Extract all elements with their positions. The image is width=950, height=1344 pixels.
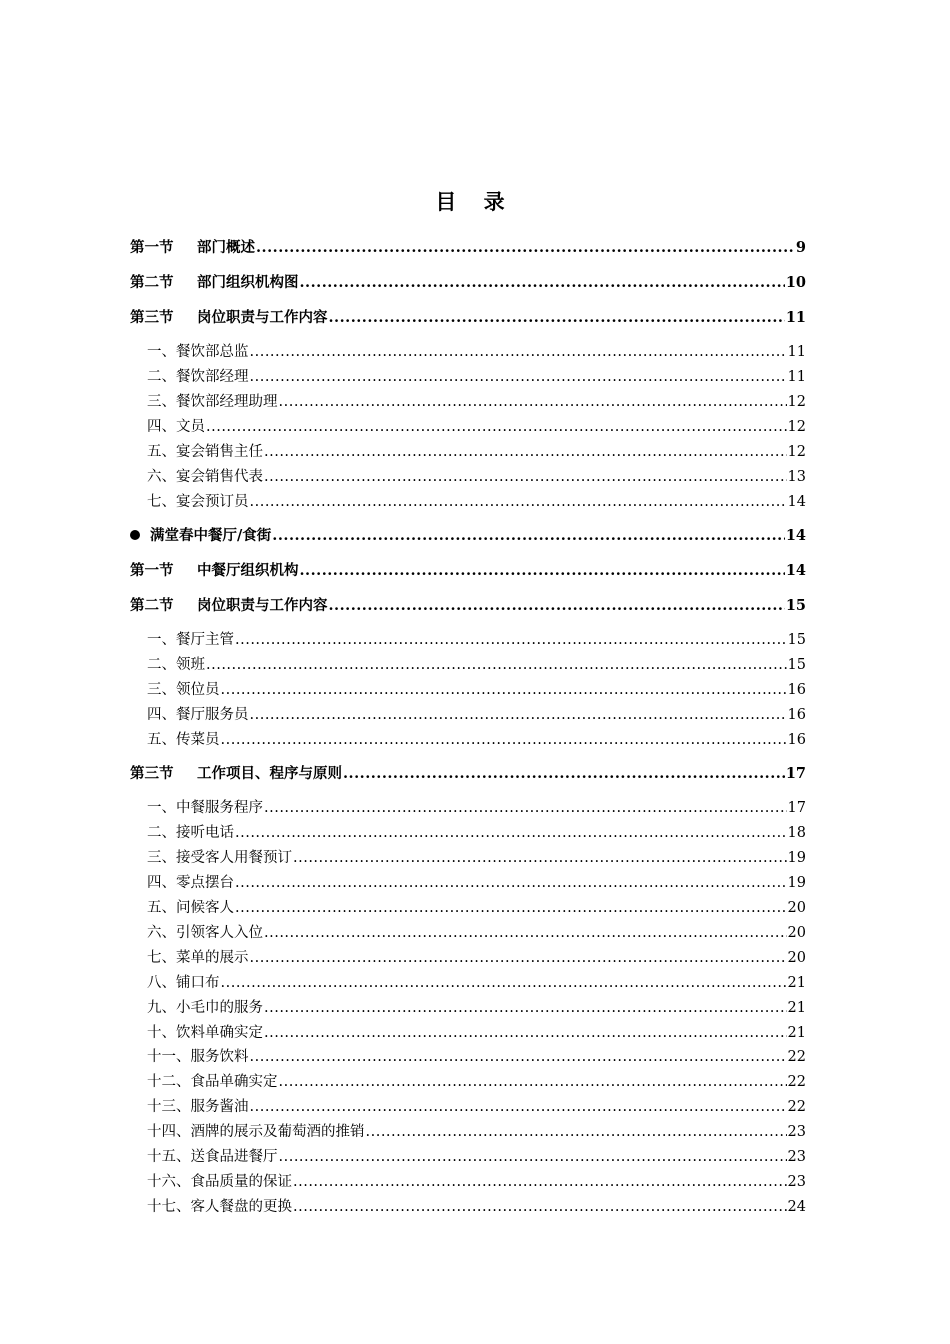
toc-entry[interactable] — [147, 678, 806, 699]
toc-dot-leader — [366, 1124, 787, 1140]
toc-entry-text: 四、零点摆台 — [147, 875, 234, 891]
toc-entry[interactable] — [147, 796, 806, 817]
toc-page-number: 20 — [787, 925, 806, 941]
toc-page-number: 23 — [787, 1174, 806, 1190]
toc-entry-label — [147, 390, 278, 411]
toc-entry[interactable] — [147, 1195, 806, 1216]
toc-dot-leader — [329, 597, 785, 614]
toc-entry[interactable] — [130, 524, 806, 545]
toc-entry-label — [130, 306, 328, 327]
toc-entry-text: 七、菜单的展示 — [147, 950, 249, 966]
toc-page-number: 19 — [787, 850, 806, 866]
toc-entry-text: 二、接听电话 — [147, 825, 234, 841]
toc-entry-text: 一、餐厅主管 — [147, 632, 234, 648]
toc-entry-label — [147, 1021, 263, 1042]
toc-page-number: 22 — [787, 1049, 806, 1065]
toc-page-number: 16 — [787, 732, 806, 748]
toc-dot-leader — [256, 239, 795, 256]
toc-entry-text: 部门组织机构图 — [197, 274, 299, 291]
toc-dot-leader — [235, 900, 787, 916]
toc-entry[interactable] — [130, 306, 806, 327]
toc-entry[interactable] — [147, 415, 806, 436]
toc-entry-text: 工作项目、程序与原则 — [197, 765, 342, 782]
toc-page-number: 19 — [787, 875, 806, 891]
toc-dot-leader — [221, 682, 787, 698]
toc-page-number: 22 — [787, 1074, 806, 1090]
toc-entry-text: 十二、食品单确实定 — [147, 1074, 278, 1090]
toc-entry-label — [130, 271, 299, 292]
toc-dot-leader — [264, 800, 787, 816]
toc-entry-text: 九、小毛巾的服务 — [147, 1000, 263, 1016]
toc-entry-label — [147, 971, 220, 992]
toc-entry-text: 岗位职责与工作内容 — [197, 309, 328, 326]
toc-entry-text: 六、宴会销售代表 — [147, 469, 263, 485]
toc-entry-label — [130, 559, 299, 580]
toc-entry[interactable] — [147, 996, 806, 1017]
toc-dot-leader — [235, 875, 787, 891]
toc-entry-label — [147, 1195, 292, 1216]
toc-entry-text: 三、接受客人用餐预订 — [147, 850, 292, 866]
toc-entry-label — [147, 678, 220, 699]
toc-entry[interactable] — [147, 921, 806, 942]
toc-page-number: 12 — [787, 444, 806, 460]
toc-dot-leader — [250, 344, 787, 360]
toc-dot-leader — [272, 527, 785, 544]
toc-entry[interactable] — [147, 1120, 806, 1141]
toc-entry-label — [130, 594, 328, 615]
toc-dot-leader — [235, 825, 787, 841]
toc-dot-leader — [300, 562, 785, 579]
toc-page-number: 13 — [787, 469, 806, 485]
toc-entry-text: 十六、食品质量的保证 — [147, 1174, 292, 1190]
toc-entry-label — [147, 921, 263, 942]
toc-entry-text: 一、中餐服务程序 — [147, 800, 263, 816]
toc-entry[interactable] — [147, 846, 806, 867]
bullet-icon — [130, 530, 140, 540]
toc-entry-text: 四、餐厅服务员 — [147, 707, 249, 723]
toc-entry[interactable] — [147, 728, 806, 749]
toc-dot-leader — [264, 1025, 787, 1041]
toc-entry[interactable] — [147, 1070, 806, 1091]
toc-page-number: 20 — [787, 900, 806, 916]
toc-dot-leader — [279, 394, 787, 410]
toc-dot-leader — [343, 765, 785, 782]
toc-entry-text: 十四、酒牌的展示及葡萄酒的推销 — [147, 1124, 365, 1140]
toc-entry[interactable] — [147, 871, 806, 892]
toc-entry-label — [147, 871, 234, 892]
toc-entry[interactable] — [147, 440, 806, 461]
toc-entry-text: 六、引领客人入位 — [147, 925, 263, 941]
toc-section-number: 第二节 — [130, 274, 174, 291]
toc-entry[interactable] — [147, 1045, 806, 1066]
toc-dot-leader — [264, 444, 787, 460]
toc-page-number: 16 — [787, 682, 806, 698]
toc-entry-label — [147, 728, 220, 749]
toc-section-number: 第三节 — [130, 309, 174, 326]
toc-page-number: 11 — [785, 309, 806, 326]
toc-entry-label — [147, 1045, 249, 1066]
toc-entry[interactable] — [147, 971, 806, 992]
toc-entry-label — [147, 846, 292, 867]
toc-dot-leader — [279, 1074, 787, 1090]
toc-dot-leader — [206, 657, 787, 673]
toc-entry-label — [147, 653, 205, 674]
toc-entry-label — [147, 796, 263, 817]
toc-entry[interactable] — [130, 236, 806, 257]
toc-page-number: 10 — [785, 274, 806, 291]
toc-page-number: 15 — [785, 597, 806, 614]
toc-dot-leader — [250, 369, 787, 385]
toc-dot-leader — [250, 494, 787, 510]
toc-dot-leader — [250, 1099, 787, 1115]
toc-entry-text: 满堂春中餐厅/食街 — [150, 527, 272, 544]
toc-dot-leader — [235, 632, 787, 648]
toc-entry-label — [147, 1145, 278, 1166]
toc-page-number: 15 — [787, 657, 806, 673]
toc-page-number: 23 — [787, 1149, 806, 1165]
toc-entry-label — [147, 1120, 365, 1141]
toc-entry-text: 五、问候客人 — [147, 900, 234, 916]
toc-entry-text: 七、宴会预订员 — [147, 494, 249, 510]
toc-entry-text: 一、餐饮部总监 — [147, 344, 249, 360]
toc-dot-leader — [293, 1174, 787, 1190]
toc-page-number: 15 — [787, 632, 806, 648]
toc-entry-label — [147, 946, 249, 967]
toc-entry-text: 十七、客人餐盘的更换 — [147, 1199, 292, 1215]
toc-entry-text: 三、餐饮部经理助理 — [147, 394, 278, 410]
toc-dot-leader — [264, 925, 787, 941]
toc-entry-text: 十五、送食品进餐厅 — [147, 1149, 278, 1165]
toc-section-number: 第三节 — [130, 765, 174, 782]
toc-page-number: 14 — [785, 527, 806, 544]
toc-entry-label — [147, 628, 234, 649]
toc-entry[interactable] — [147, 946, 806, 967]
toc-dot-leader — [250, 1049, 787, 1065]
toc-dot-leader — [206, 419, 787, 435]
toc-entry[interactable] — [147, 1145, 806, 1166]
toc-entry-label — [147, 821, 234, 842]
toc-entry-text: 部门概述 — [197, 239, 255, 256]
toc-entry-label — [147, 1070, 278, 1091]
toc-entry-label — [147, 340, 249, 361]
toc-entry[interactable] — [147, 465, 806, 486]
toc-page-number: 12 — [787, 419, 806, 435]
toc-page-number: 21 — [787, 1000, 806, 1016]
toc-dot-leader — [293, 1199, 787, 1215]
toc-entry-text: 中餐厅组织机构 — [197, 562, 299, 579]
toc-dot-leader — [250, 707, 787, 723]
toc-entry-text: 十一、服务饮料 — [147, 1049, 249, 1065]
toc-entry-text: 二、领班 — [147, 657, 205, 673]
toc-page-number: 16 — [787, 707, 806, 723]
toc-title: 目 录 — [435, 189, 515, 214]
toc-entry[interactable] — [147, 1170, 806, 1191]
toc-page-number: 24 — [787, 1199, 806, 1215]
toc-entry-label — [147, 440, 263, 461]
toc-dot-leader — [300, 274, 785, 291]
toc-entry[interactable] — [147, 340, 806, 361]
toc-page-number: 23 — [787, 1124, 806, 1140]
toc-entry-text: 十、饮料单确实定 — [147, 1025, 263, 1041]
toc-entry-label — [147, 703, 249, 724]
toc-entry-text: 岗位职责与工作内容 — [197, 597, 328, 614]
toc-entry-text: 八、铺口布 — [147, 975, 220, 991]
toc-entry-text: 四、文员 — [147, 419, 205, 435]
toc-entry[interactable] — [130, 594, 806, 615]
toc-entry[interactable] — [147, 390, 806, 411]
toc-page-number: 11 — [787, 344, 806, 360]
toc-page-number: 14 — [787, 494, 806, 510]
toc-entry-label — [147, 996, 263, 1017]
toc-entry[interactable] — [130, 762, 806, 783]
toc-entry-label — [147, 1095, 249, 1116]
toc-page-number: 9 — [795, 239, 806, 256]
toc-entry-label — [147, 465, 263, 486]
toc-entry[interactable] — [147, 1095, 806, 1116]
toc-entry-text: 十三、服务酱油 — [147, 1099, 249, 1115]
toc-entry[interactable] — [147, 1021, 806, 1042]
toc-dot-leader — [329, 309, 785, 326]
toc-entry-label — [130, 236, 255, 257]
toc-entry[interactable] — [147, 896, 806, 917]
toc-entry-label — [147, 415, 205, 436]
toc-dot-leader — [221, 732, 787, 748]
toc-dot-leader — [293, 850, 787, 866]
toc-dot-leader — [264, 469, 787, 485]
toc-page-number: 22 — [787, 1099, 806, 1115]
toc-page-number: 21 — [787, 975, 806, 991]
toc-entry[interactable] — [147, 628, 806, 649]
toc-entry-text: 五、宴会销售主任 — [147, 444, 263, 460]
toc-entry-label — [147, 896, 234, 917]
toc-page-number: 12 — [787, 394, 806, 410]
toc-entry-text: 五、传菜员 — [147, 732, 220, 748]
toc-entry[interactable] — [147, 821, 806, 842]
toc-page-number: 20 — [787, 950, 806, 966]
toc-page-number: 17 — [785, 765, 806, 782]
toc-entry-label — [147, 365, 249, 386]
toc-entry-label — [130, 762, 342, 783]
toc-dot-leader — [250, 950, 787, 966]
toc-entry[interactable] — [147, 490, 806, 511]
toc-page-number: 18 — [787, 825, 806, 841]
toc-entry-label — [147, 490, 249, 511]
toc-page-number: 14 — [785, 562, 806, 579]
toc-entry-text: 二、餐饮部经理 — [147, 369, 249, 385]
toc-entry[interactable] — [147, 365, 806, 386]
toc-section-number: 第一节 — [130, 239, 174, 256]
toc-dot-leader — [279, 1149, 787, 1165]
toc-dot-leader — [221, 975, 787, 991]
toc-entry-label — [130, 524, 271, 545]
toc-entry-label — [147, 1170, 292, 1191]
toc-dot-leader — [264, 1000, 787, 1016]
toc-page-number: 21 — [787, 1025, 806, 1041]
toc-page-number: 17 — [787, 800, 806, 816]
toc-entry[interactable] — [130, 271, 806, 292]
toc-entry[interactable] — [147, 653, 806, 674]
toc-page-number: 11 — [787, 369, 806, 385]
toc-section-number: 第一节 — [130, 562, 174, 579]
toc-entry-text: 三、领位员 — [147, 682, 220, 698]
toc-section-number: 第二节 — [130, 597, 174, 614]
toc-entry[interactable] — [130, 559, 806, 580]
toc-entry[interactable] — [147, 703, 806, 724]
